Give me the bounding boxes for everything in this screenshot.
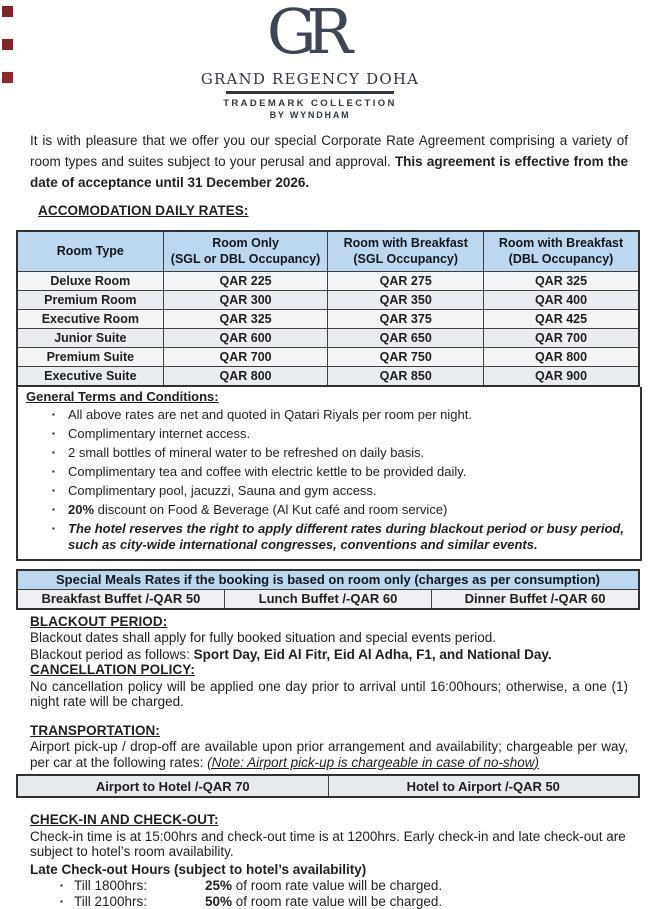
table-row: [17, 271, 639, 290]
room-type-cell: Premium Room: [17, 290, 163, 309]
brand-logo: [0, 0, 638, 120]
cancellation-heading: CANCELLATION POLICY:: [30, 662, 628, 678]
by-wyndham-label: BY WYNDHAM: [270, 110, 351, 120]
rate-cell: QAR 600: [163, 328, 328, 347]
transportation-heading: TRANSPORTATION:: [30, 723, 628, 739]
meals-data-row: [17, 589, 639, 609]
trademark-collection-label: TRADEMARK COLLECTION: [223, 98, 397, 109]
late-charge-text: 50% of room rate value will be charged.: [205, 894, 442, 909]
room-type-cell: Executive Room: [17, 309, 163, 328]
room-type-cell: Deluxe Room: [17, 271, 163, 290]
brand-divider: [226, 91, 394, 94]
checkin-heading: CHECK-IN AND CHECK-OUT:: [30, 812, 628, 828]
rate-cell: QAR 900: [483, 366, 639, 386]
late-checkout-heading: Late Check-out Hours (subject to hotel’s availability): [30, 862, 628, 878]
square-bullet-icon: ▪: [52, 426, 68, 442]
transport-table: [16, 774, 640, 798]
terms-bullet-item: [26, 407, 632, 423]
rate-cell: QAR 375: [328, 309, 484, 328]
table-row: [17, 309, 639, 328]
terms-reserve-note: The hotel reserves the right to apply different rates during blackout period or busy period, such as city-wide international congresses, conventions and similar events.: [68, 521, 632, 553]
transportation-section: [30, 723, 628, 771]
square-bullet-icon: ▪: [52, 483, 68, 499]
rate-cell: QAR 800: [163, 366, 328, 386]
rate-cell: QAR 400: [483, 290, 639, 309]
square-bullet-icon: ▪: [52, 502, 68, 518]
late-time-label: Till 1800hrs:: [74, 878, 205, 894]
square-bullet-icon: ▪: [52, 407, 68, 423]
rates-header-row: [17, 231, 639, 271]
terms-bullet-discount: 20% discount on Food & Beverage (Al Kut café and room service): [68, 502, 632, 518]
intro-paragraph: [30, 130, 628, 193]
late-checkout-item: [30, 894, 628, 909]
table-row: [17, 328, 639, 347]
late-checkout-item: [30, 878, 628, 894]
room-type-cell: Executive Suite: [17, 366, 163, 386]
meals-table: [16, 569, 640, 610]
rate-cell: QAR 700: [483, 328, 639, 347]
rates-table: [16, 230, 640, 387]
terms-bullet-text: Complimentary internet access.: [68, 426, 632, 442]
column-header-bb-sgl: Room with Breakfast (SGL Occupancy): [328, 231, 484, 271]
rate-cell: QAR 700: [163, 347, 328, 366]
terms-bullet-item: [26, 502, 632, 518]
general-terms-heading: General Terms and Conditions:: [26, 389, 632, 404]
checkin-text: Check-in time is at 15:00hrs and check-out time is at 1200hrs. Early check-in and late check-out are subject to hotel’s room availability.: [30, 829, 628, 860]
intro-effective-date: This agreement is effective from the date of acceptance until 31 December 2026.: [30, 154, 628, 190]
lunch-rate-cell: Lunch Buffet /-QAR 60: [224, 589, 431, 609]
terms-bullet-text: Complimentary tea and coffee with electric kettle to be provided daily.: [68, 464, 632, 480]
intro-text: It is with pleasure that we offer you our special Corporate Rate Agreement comprising a variety of room types and suites subject to your perusal and approval.: [30, 133, 628, 169]
blackout-line2: Blackout period as follows: Sport Day, Eid Al Fitr, Eid Al Adha, F1, and National Day.: [30, 647, 628, 663]
brand-name: GRAND REGENCY DOHA: [201, 70, 419, 88]
blackout-line1: Blackout dates shall apply for fully booked situation and special events period.: [30, 630, 628, 646]
rate-cell: QAR 225: [163, 271, 328, 290]
cancellation-text: No cancellation policy will be applied one day prior to arrival until 16:00hours; otherwise, a one (1) night rate will be charged.: [30, 679, 628, 710]
meals-header: Special Meals Rates if the booking is based on room only (charges as per consumption): [17, 570, 639, 590]
rate-cell: QAR 325: [163, 309, 328, 328]
rate-cell: QAR 750: [328, 347, 484, 366]
column-header-room-type: Room Type: [17, 231, 163, 271]
square-bullet-icon: ▪: [60, 878, 74, 894]
square-bullet-icon: ▪: [52, 445, 68, 461]
meals-header-row: [17, 570, 639, 590]
hotel-to-airport-cell: Hotel to Airport /-QAR 50: [328, 775, 639, 797]
table-row: [17, 290, 639, 309]
terms-bullet-item: [26, 464, 632, 480]
terms-bullet-item: [26, 483, 632, 499]
airport-to-hotel-cell: Airport to Hotel /-QAR 70: [17, 775, 328, 797]
late-time-label: Till 2100hrs:: [74, 894, 205, 909]
table-row: [17, 347, 639, 366]
no-show-note: (Note: Airport pick-up is chargeable in case of no-show): [207, 755, 539, 770]
transport-row: [17, 775, 639, 797]
rate-cell: QAR 275: [328, 271, 484, 290]
square-bullet-icon: ▪: [60, 894, 74, 909]
blackout-heading: BLACKOUT PERIOD:: [30, 614, 628, 630]
square-bullet-icon: ▪: [52, 464, 68, 480]
terms-bullet-item: [26, 445, 632, 461]
column-header-bb-dbl: Room with Breakfast (DBL Occupancy): [483, 231, 639, 271]
rate-cell: QAR 850: [328, 366, 484, 386]
square-bullet-icon: ▪: [52, 521, 68, 553]
table-row: [17, 366, 639, 386]
terms-bullet-text: 2 small bottles of mineral water to be refreshed on daily basis.: [68, 445, 632, 461]
room-type-cell: Premium Suite: [17, 347, 163, 366]
gr-monogram-icon: GR: [267, 0, 353, 64]
rate-cell: QAR 650: [328, 328, 484, 347]
transportation-text: Airport pick-up / drop-off are available upon prior arrangement and availability; chargeable per way, per car at the following rates: (Note: Airport pick-up is chargeable in case of no-show): [30, 739, 628, 770]
late-charge-text: 25% of room rate value will be charged.: [205, 878, 442, 894]
rate-cell: QAR 425: [483, 309, 639, 328]
dinner-rate-cell: Dinner Buffet /-QAR 60: [432, 589, 639, 609]
rate-cell: QAR 300: [163, 290, 328, 309]
terms-bullet-text: All above rates are net and quoted in Qatari Riyals per room per night.: [68, 407, 632, 423]
terms-bullet-item: [26, 426, 632, 442]
general-terms-box: [16, 387, 642, 561]
breakfast-rate-cell: Breakfast Buffet /-QAR 50: [17, 589, 224, 609]
rate-cell: QAR 350: [328, 290, 484, 309]
room-type-cell: Junior Suite: [17, 328, 163, 347]
terms-bullet-text: Complimentary pool, jacuzzi, Sauna and gym access.: [68, 483, 632, 499]
rates-heading: ACCOMODATION DAILY RATES:: [38, 203, 656, 218]
blackout-section: [30, 614, 628, 710]
rate-cell: QAR 325: [483, 271, 639, 290]
column-header-room-only: Room Only (SGL or DBL Occupancy): [163, 231, 328, 271]
terms-bullet-item: [26, 521, 632, 553]
checkin-section: [30, 812, 628, 909]
rate-cell: QAR 800: [483, 347, 639, 366]
